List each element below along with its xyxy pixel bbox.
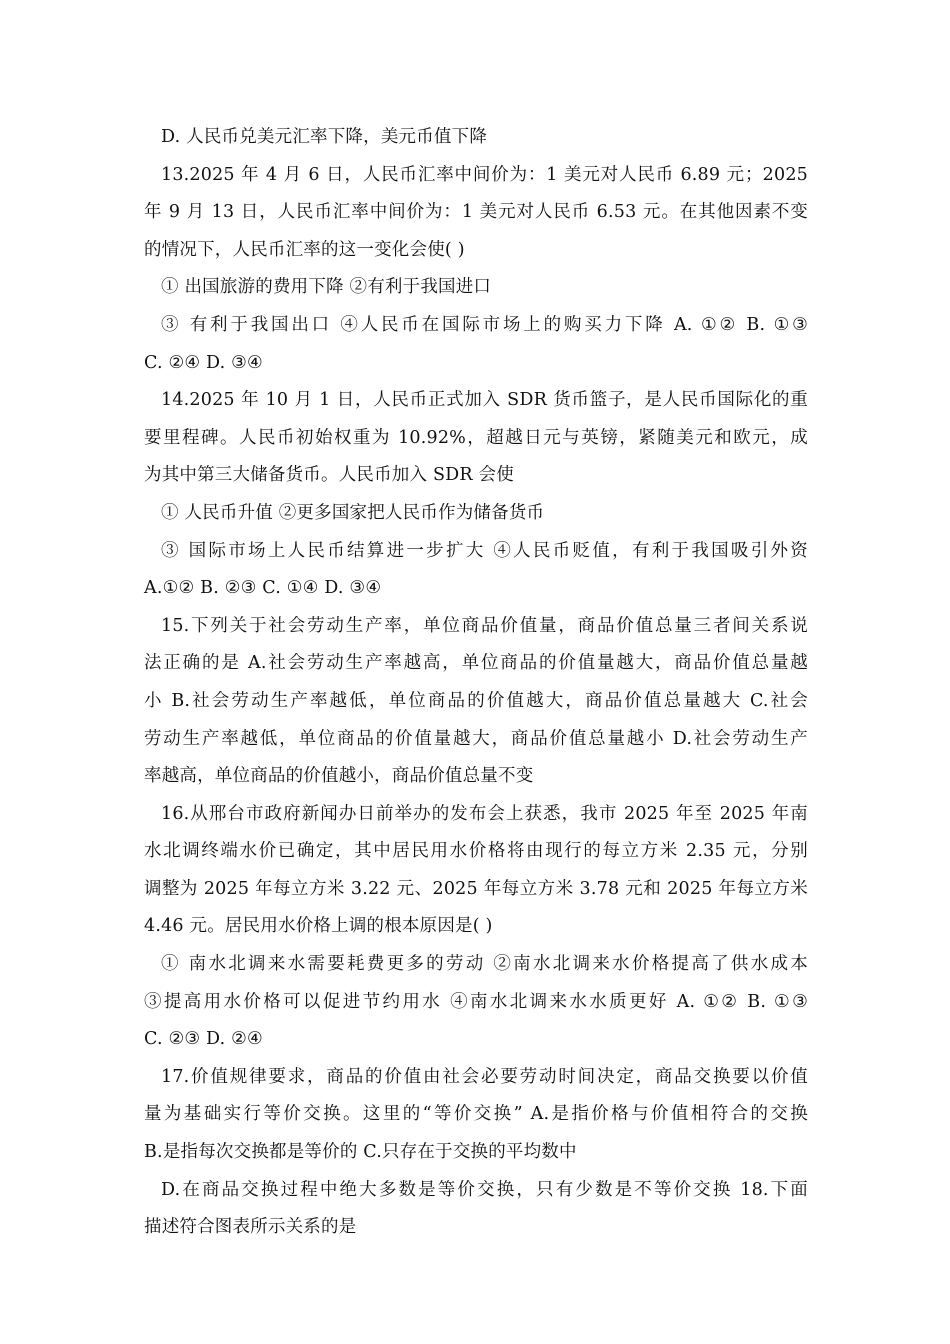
text-line: 15.下列关于社会劳动生产率，单位商品价值量，商品价值总量三者间关系说 (161, 615, 808, 636)
text-line: 为其中第三大储备货币。人民币加入 SDR 会使 (144, 465, 514, 486)
text-line: 要里程碑。人民币初始权重为 10.92%，超越日元与英镑，紧随美元和欧元，成 (144, 427, 808, 448)
text-line: ③ 国际市场上人民币结算进一步扩大 ④人民币贬值，有利于我国吸引外资 (161, 540, 808, 561)
text-line: ③提高用水价格可以促进节约用水 ④南水北调来水水质更好 A. ①② B. ①③ (144, 991, 808, 1012)
text-line: 16.从邢台市政府新闻办日前举办的发布会上获悉，我市 2025 年至 2025 年南 (161, 803, 808, 824)
document-body (144, 119, 808, 1247)
text-line: 的情况下，人民币汇率的这一变化会使( ) (144, 239, 465, 260)
text-line: 劳动生产率越低，单位商品的价值量越大，商品价值总量越小 D.社会劳动生产 (144, 728, 808, 749)
text-line: 13.2025 年 4 月 6 日，人民币汇率中间价为：1 美元对人民币 6.89 元；2025 (161, 164, 808, 185)
text-line: 水北调终端水价已确定，其中居民用水价格将由现行的每立方米 2.35 元，分别 (144, 841, 808, 862)
text-line: 量为基础实行等价交换。这里的“等价交换” A.是指价格与价值相符合的交换 (144, 1104, 808, 1125)
text-line: 调整为 2025 年每立方米 3.22 元、2025 年每立方米 3.78 元和 2025 年每立方米 (144, 878, 808, 899)
text-line: ① 出国旅游的费用下降 ②有利于我国进口 (161, 277, 492, 298)
text-line: 小 B.社会劳动生产率越低，单位商品的价值越大，商品价值总量越大 C.社会 (144, 690, 808, 711)
text-line: C. ②③ D. ②④ (144, 1029, 263, 1050)
text-line: 描述符合图表所示关系的是 (144, 1217, 357, 1238)
text-line: 率越高，单位商品的价值越小，商品价值总量不变 (144, 766, 534, 787)
text-line: C. ②④ D. ③④ (144, 352, 263, 373)
text-line: D. 人民币兑美元汇率下降，美元币值下降 (161, 127, 488, 147)
text-line: B.是指每次交换都是等价的 C.只存在于交换的平均数中 (144, 1142, 577, 1163)
text-line: 4.46 元。居民用水价格上调的根本原因是( ) (144, 916, 493, 937)
text-line: ① 南水北调来水需要耗费更多的劳动 ②南水北调来水价格提高了供水成本 (161, 954, 808, 975)
text-line: A.①② B. ②③ C. ①④ D. ③④ (144, 578, 382, 599)
text-line: 法正确的是 A.社会劳动生产率越高，单位商品的价值量越大，商品价值总量越 (144, 653, 808, 674)
text-line: 17.价值规律要求，商品的价值由社会必要劳动时间决定，商品交换要以价值 (161, 1066, 808, 1087)
text-line: D.在商品交换过程中绝大多数是等价交换，只有少数是不等价交换 18.下面 (161, 1179, 808, 1200)
text-line: 年 9 月 13 日，人民币汇率中间价为：1 美元对人民币 6.53 元。在其他因素不变 (144, 202, 808, 223)
text-line: ① 人民币升值 ②更多国家把人民币作为储备货币 (161, 502, 545, 523)
text-line: ③ 有利于我国出口 ④人民币在国际市场上的购买力下降 A. ①② B. ①③ (161, 314, 808, 335)
text-line: 14.2025 年 10 月 1 日，人民币正式加入 SDR 货币篮子，是人民币国际化的重 (161, 390, 808, 411)
